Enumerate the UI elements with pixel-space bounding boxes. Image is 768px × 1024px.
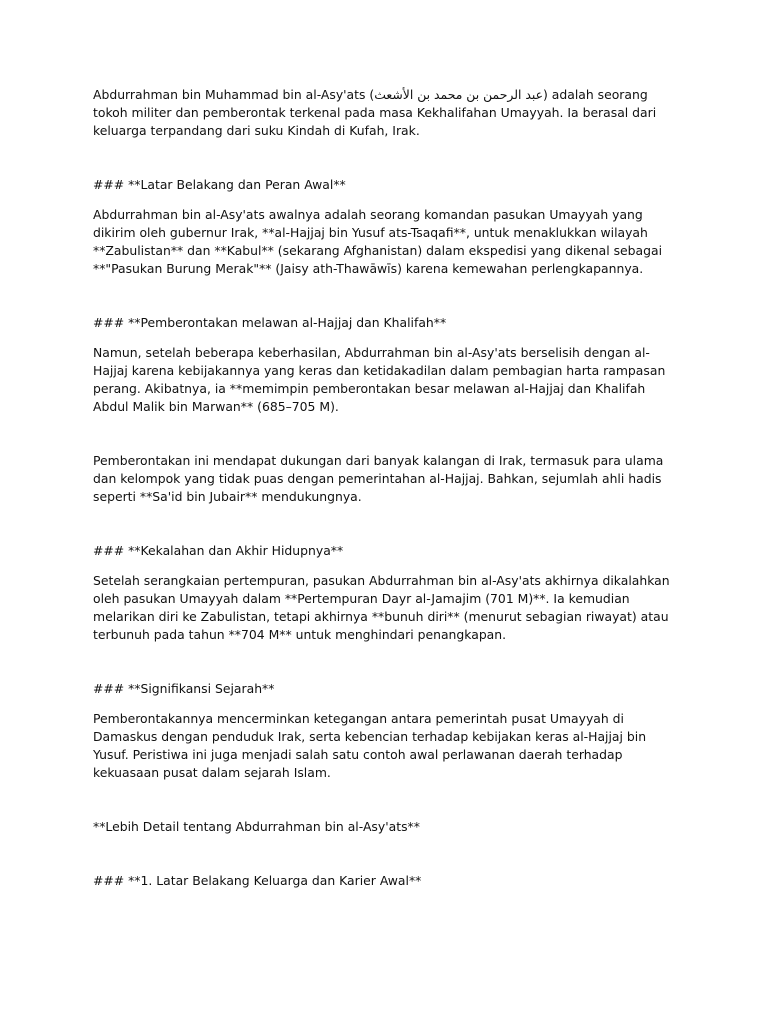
more-detail-heading: **Lebih Detail tentang Abdurrahman bin al-Asy'ats** [93,819,420,834]
section-paragraph-kekalahan: Setelah serangkaian pertempuran, pasukan Abdurrahman bin al-Asy'ats akhirnya dikalahkan oleh pasukan Umayyah dalam **Pertempuran Dayr al-Jamajim (701 M)**. Ia kemudian melarikan diri ke Zabulistan, tetapi akhirnya **bunuh diri** (menurut sebagian riwayat) atau terbunuh pada tahun **704 M** untuk menghindari penangkapan. [93,573,670,642]
section-heading-kekalahan: ### **Kekalahan dan Akhir Hidupnya** [93,543,344,558]
document-page [93,86,683,890]
section-heading-signifikansi: ### **Signifikansi Sejarah** [93,681,275,696]
section-heading-pemberontakan: ### **Pemberontakan melawan al-Hajjaj dan Khalifah** [93,315,447,330]
section-paragraph-signifikansi: Pemberontakannya mencerminkan ketegangan antara pemerintah pusat Umayyah di Damaskus dengan penduduk Irak, serta kebencian terhadap kebijakan keras al-Hajjaj bin Yusuf. Peristiwa ini juga menjadi salah satu contoh awal perlawanan daerah terhadap kekuasaan pusat dalam sejarah Islam. [93,711,647,780]
section-paragraph-pemberontakan-2: Pemberontakan ini mendapat dukungan dari banyak kalangan di Irak, termasuk para ulama dan kelompok yang tidak puas dengan pemerintahan al-Hajjaj. Bahkan, sejumlah ahli hadis seperti **Sa'id bin Jubair** mendukungnya. [93,453,664,504]
intro-paragraph [93,86,683,140]
spacer [93,332,683,344]
spacer [93,698,683,710]
spacer [93,416,683,452]
spacer [93,506,683,542]
spacer [93,278,683,314]
section-heading-latar-belakang-keluarga: ### **1. Latar Belakang Keluarga dan Karier Awal** [93,873,422,888]
section-paragraph-latar-belakang: Abdurrahman bin al-Asy'ats awalnya adalah seorang komandan pasukan Umayyah yang dikirim oleh gubernur Irak, **al-Hajjaj bin Yusuf ats-Tsaqafi**, untuk menaklukkan wilayah **Zabulistan** dan **Kabul** (sekarang Afghanistan) dalam ekspedisi yang dikenal sebagai **"Pasukan Burung Merak"** (Jaisy ath-Thawāwīs) karena kemewahan perlengkapannya. [93,207,663,276]
spacer [93,782,683,818]
section-paragraph-pemberontakan-1: Namun, setelah beberapa keberhasilan, Abdurrahman bin al-Asy'ats berselisih dengan al-Hajjaj karena kebijakannya yang keras dan ketidakadilan dalam pembagian harta rampasan perang. Akibatnya, ia **memimpin pemberontakan besar melawan al-Hajjaj dan Khalifah Abdul Malik bin Marwan** (685–705 M). [93,345,666,414]
spacer [93,140,683,176]
section-heading-latar-belakang: ### **Latar Belakang dan Peran Awal** [93,177,346,192]
spacer [93,836,683,872]
intro-text-before: Abdurrahman bin Muhammad bin al-Asy'ats ( [93,87,375,102]
intro-arabic-name: عبد الرحمن بن محمد بن الأشعث [374,87,543,102]
spacer [93,560,683,572]
intro-text-after: ) adalah seorang tokoh militer dan pemberontak terkenal pada masa Kekhalifahan Umayyah. Ia berasal dari keluarga terpandang dari suku Kindah di Kufah, Irak. [93,87,657,138]
spacer [93,644,683,680]
spacer [93,194,683,206]
